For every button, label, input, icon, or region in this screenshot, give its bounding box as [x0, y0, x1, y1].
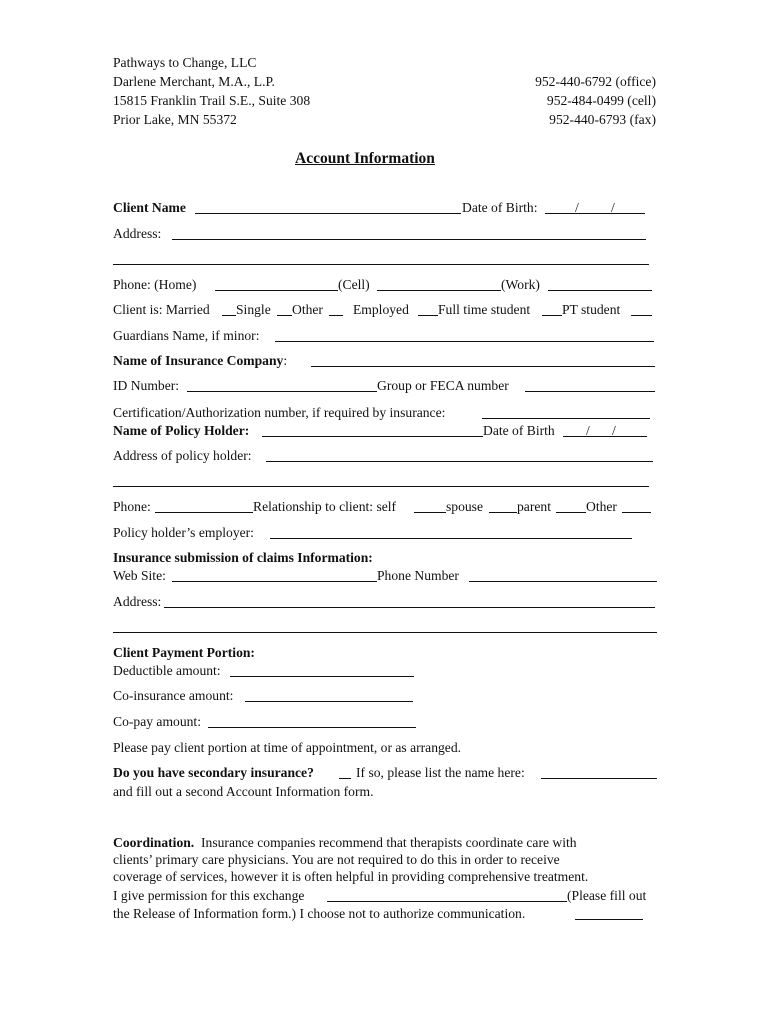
- full-time-label: Full time student: [438, 302, 531, 317]
- phone2-field[interactable]: [155, 512, 253, 513]
- guardian-label: Guardians Name, if minor:: [113, 328, 260, 343]
- policy-holder-field[interactable]: [262, 436, 483, 437]
- phone-fax: 952-440-6793 (fax): [549, 112, 656, 127]
- city-state-zip: Prior Lake, MN 55372: [113, 112, 237, 127]
- phone2-label: Phone:: [113, 499, 151, 514]
- employer-label: Policy holder’s employer:: [113, 525, 254, 540]
- permission-field[interactable]: [327, 901, 567, 902]
- claims-address-field-line-2[interactable]: [113, 632, 657, 633]
- client-name-field[interactable]: [195, 213, 461, 214]
- policy-address-label: Address of policy holder:: [113, 448, 252, 463]
- copay-field[interactable]: [208, 727, 416, 728]
- parent-blank[interactable]: [556, 512, 586, 513]
- other2-label: Other: [586, 499, 617, 514]
- employed-blank[interactable]: [418, 315, 438, 316]
- guardian-field[interactable]: [275, 341, 654, 342]
- client-is-label: Client is: Married: [113, 302, 210, 317]
- address-label: Address:: [113, 226, 162, 241]
- payment-heading: Client Payment Portion:: [113, 645, 255, 660]
- policy-holder-label: Name of Policy Holder:: [113, 423, 250, 438]
- policy-dob-field[interactable]: [563, 436, 647, 437]
- policy-address-field-line-2[interactable]: [113, 486, 649, 487]
- married-blank[interactable]: [222, 315, 236, 316]
- policy-address-field[interactable]: [266, 461, 653, 462]
- insurance-company-colon: :: [283, 353, 288, 368]
- client-name-label: Client Name: [113, 200, 186, 215]
- phone-cell-field[interactable]: [377, 290, 501, 291]
- employed-label: Employed: [353, 302, 409, 317]
- secondary-question: Do you have secondary insurance?: [113, 765, 314, 780]
- relationship-label: Relationship to client: self: [253, 499, 397, 514]
- phone-number-field[interactable]: [469, 581, 657, 582]
- phone-office: 952-440-6792 (office): [535, 74, 656, 89]
- coordination-line-2: clients’ primary care physicians. You are not required to do this in order to receive: [113, 852, 560, 867]
- single-blank[interactable]: [277, 315, 292, 316]
- address-field-line-2[interactable]: [113, 264, 649, 265]
- phone-work-label: (Work): [501, 277, 540, 292]
- policy-dob-slash-2: /: [612, 423, 616, 438]
- coordination-line-3: coverage of services, however it is often helpful in providing comprehensive treatment.: [113, 869, 589, 884]
- id-number-field[interactable]: [187, 391, 377, 392]
- address-field[interactable]: [172, 239, 646, 240]
- phone-home-field[interactable]: [215, 290, 338, 291]
- claims-heading: Insurance submission of claims Information:: [113, 550, 373, 565]
- full-time-blank[interactable]: [542, 315, 562, 316]
- policy-dob-label: Date of Birth: [483, 423, 555, 438]
- secondary-line-2: and fill out a second Account Information form.: [113, 784, 374, 799]
- insurance-company-label: [113, 352, 287, 370]
- other2-blank[interactable]: [622, 512, 651, 513]
- permission-label: I give permission for this exchange: [113, 888, 305, 903]
- self-blank[interactable]: [414, 512, 446, 513]
- phone-home-label: Phone: (Home): [113, 277, 197, 292]
- secondary-answer-blank[interactable]: [339, 778, 351, 779]
- claims-address-label: Address:: [113, 594, 162, 609]
- secondary-name-field[interactable]: [541, 778, 657, 779]
- dob-label: Date of Birth:: [462, 200, 538, 215]
- coordination-heading: Coordination.: [113, 835, 195, 850]
- insurance-company-field[interactable]: [311, 366, 655, 367]
- dob-field[interactable]: [545, 213, 645, 214]
- cert-label: Certification/Authorization number, if required by insurance:: [113, 405, 446, 420]
- spouse-label: spouse: [446, 499, 484, 514]
- cert-field[interactable]: [482, 418, 650, 419]
- dob-slash-1: /: [575, 200, 579, 215]
- other-label: Other: [292, 302, 323, 317]
- dob-slash-2: /: [611, 200, 615, 215]
- id-number-label: ID Number:: [113, 378, 180, 393]
- deductible-label: Deductible amount:: [113, 663, 221, 678]
- org-name: Pathways to Change, LLC: [113, 55, 257, 70]
- phone-work-field[interactable]: [548, 290, 652, 291]
- copay-label: Co-pay amount:: [113, 714, 201, 729]
- pt-student-blank[interactable]: [631, 315, 652, 316]
- coinsurance-field[interactable]: [245, 701, 413, 702]
- group-label: Group or FECA number: [377, 378, 509, 393]
- deductible-field[interactable]: [230, 676, 414, 677]
- phone-cell-label: (Cell): [338, 277, 370, 292]
- phone-number-label: Phone Number: [377, 568, 459, 583]
- employer-field[interactable]: [270, 538, 632, 539]
- coordination-line-1: [113, 834, 577, 852]
- coordination-text-1: Insurance companies recommend that therapists coordinate care with: [201, 835, 577, 850]
- single-label: Single: [236, 302, 271, 317]
- street-address: 15815 Franklin Trail S.E., Suite 308: [113, 93, 311, 108]
- policy-dob-slash-1: /: [586, 423, 590, 438]
- pt-student-label: PT student: [562, 302, 621, 317]
- phone-cell: 952-484-0499 (cell): [546, 93, 656, 108]
- practitioner-name: Darlene Merchant, M.A., L.P.: [113, 74, 275, 89]
- website-field[interactable]: [172, 581, 377, 582]
- other-blank[interactable]: [329, 315, 343, 316]
- insurance-company-text: Name of Insurance Company: [113, 353, 284, 368]
- coordination-line-5: the Release of Information form.) I choose not to authorize communication.: [113, 906, 526, 921]
- decline-field[interactable]: [575, 919, 643, 920]
- parent-label: parent: [517, 499, 551, 514]
- page-title: Account Information: [295, 150, 435, 167]
- pay-note: Please pay client portion at time of appointment, or as arranged.: [113, 740, 462, 755]
- coinsurance-label: Co-insurance amount:: [113, 688, 234, 703]
- secondary-rest: If so, please list the name here:: [356, 765, 525, 780]
- permission-note: (Please fill out: [567, 888, 647, 903]
- group-field[interactable]: [525, 391, 655, 392]
- claims-address-field[interactable]: [164, 607, 655, 608]
- website-label: Web Site:: [113, 568, 166, 583]
- spouse-blank[interactable]: [489, 512, 517, 513]
